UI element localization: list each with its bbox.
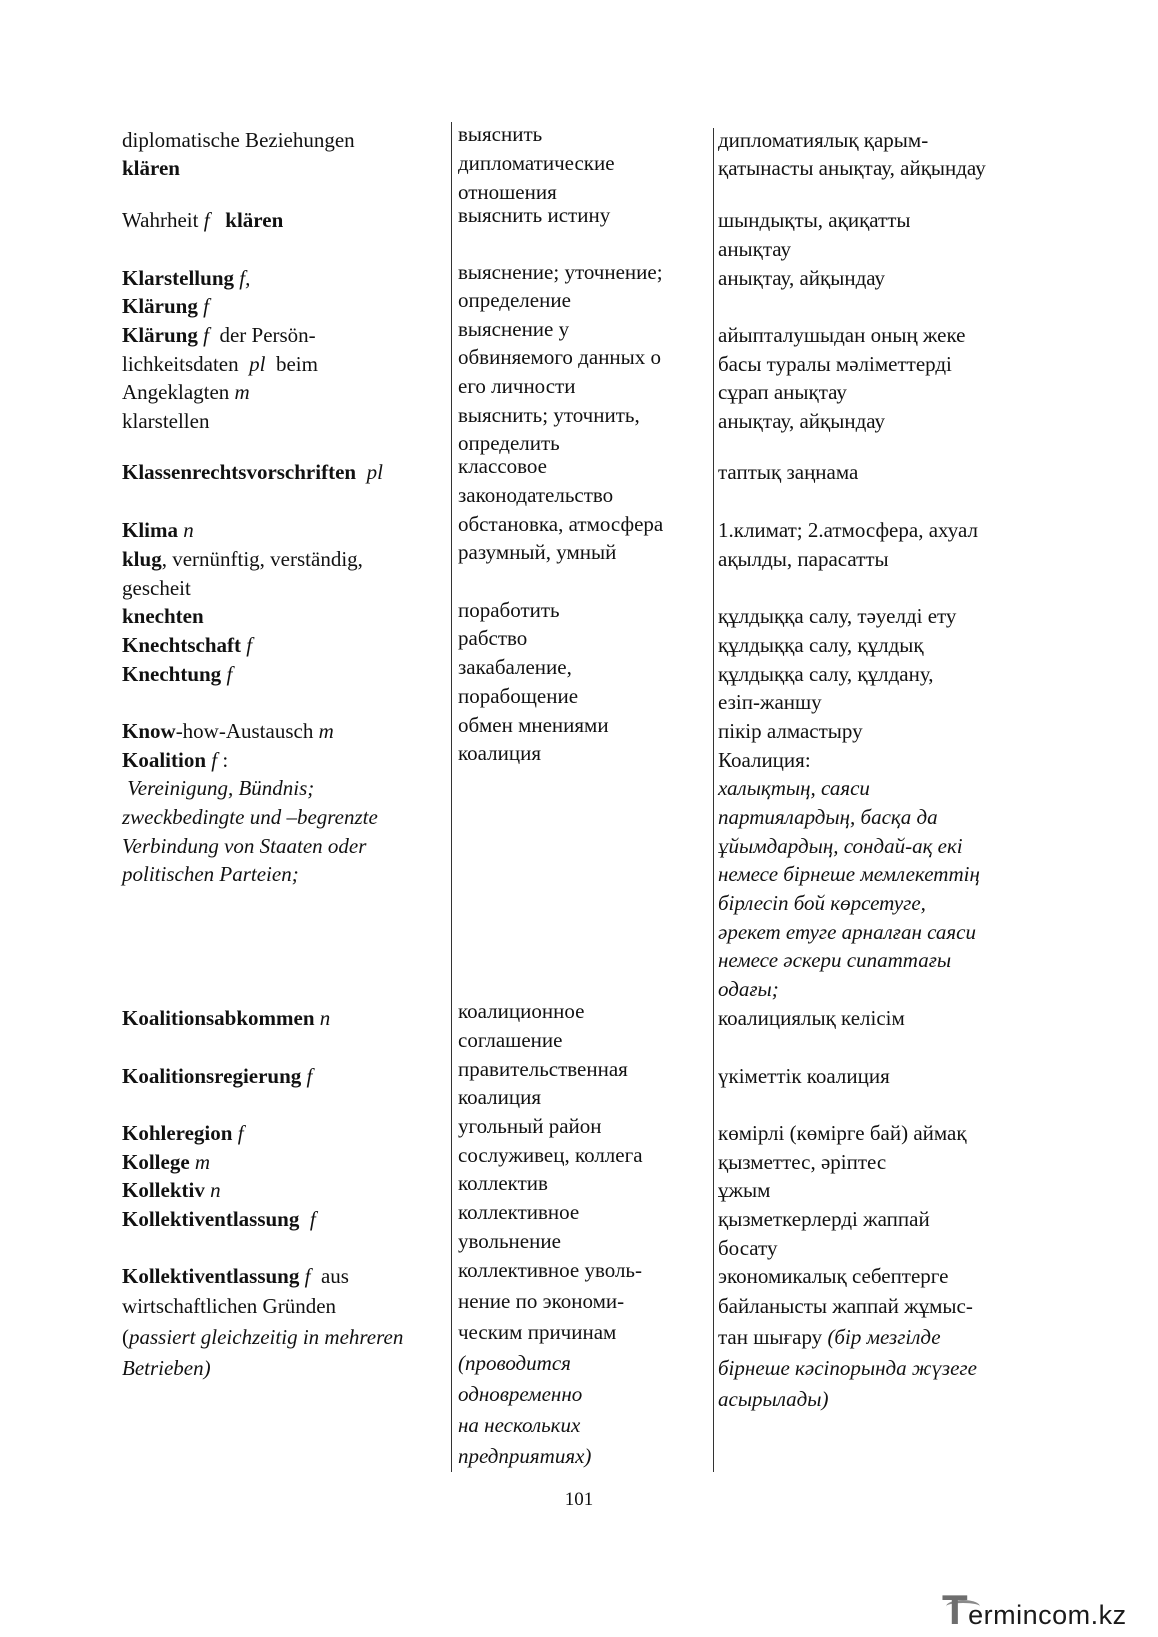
text-segment: выяснить истину (458, 203, 611, 227)
text-segment: құлдыққа салу, құлдану, (718, 662, 934, 686)
text-segment: коалиционное (458, 999, 585, 1023)
russian-line (458, 1413, 580, 1437)
kazakh-line (718, 1150, 886, 1174)
text-segment: wirtschaftlichen Gründen (122, 1294, 337, 1318)
russian-line (458, 540, 616, 564)
text-segment: m (318, 719, 334, 743)
kazakh-line (718, 1356, 977, 1380)
russian-line (458, 122, 542, 146)
russian-line (458, 345, 661, 369)
text-segment: дипломатические (458, 151, 615, 175)
german-line (122, 294, 209, 318)
text-segment: коллектив (458, 1171, 548, 1195)
text-segment: көмірлі (көмірге бай) аймақ (718, 1121, 967, 1145)
kazakh-line (718, 633, 924, 657)
kazakh-line (718, 460, 858, 484)
text-segment: одағы; (718, 977, 779, 1001)
text-segment: басы туралы мәліметтерді (718, 352, 952, 376)
text-segment: m (189, 1150, 211, 1174)
termincom-logo[interactable]: Termincom.kz (942, 1586, 1127, 1633)
kazakh-line (718, 323, 966, 347)
text-segment: Klassenrechtsvorschriften (122, 460, 357, 484)
text-segment: (бір мезгілде (827, 1325, 941, 1349)
text-segment: ақылды, парасатты (718, 547, 889, 571)
kazakh-line (718, 1178, 770, 1202)
kazakh-line (718, 1236, 777, 1260)
text-segment: партиялардың, басқа да (718, 805, 938, 829)
russian-line (458, 1258, 642, 1282)
text-segment: нение по экономи- (458, 1289, 625, 1313)
text-segment: анықтау (718, 237, 792, 261)
text-segment: коалициялық келісім (718, 1006, 905, 1030)
text-segment: үкіметтік коалиция (718, 1064, 890, 1088)
german-line (122, 834, 366, 858)
kazakh-line (718, 748, 811, 772)
text-segment: aus (310, 1264, 349, 1288)
text-segment: сұрап анықтау (718, 380, 847, 404)
text-segment: Vereinigung, Bündnis; (122, 776, 315, 800)
text-segment: құлдыққа салу, құлдық (718, 633, 924, 657)
russian-line (458, 741, 541, 765)
text-segment: определение (458, 288, 571, 312)
text-segment: f (232, 1121, 244, 1145)
text-segment (210, 208, 226, 232)
text-segment: бірнеше кәсіпорында жүзеге (718, 1356, 977, 1380)
russian-line (458, 1143, 643, 1167)
german-line (122, 1150, 210, 1174)
text-segment: Kollege (122, 1150, 190, 1174)
text-segment: f (301, 1064, 313, 1088)
german-line (122, 776, 314, 800)
text-segment: его личности (458, 374, 576, 398)
text-segment: халықтың, саяси (718, 776, 870, 800)
kazakh-line (718, 1006, 905, 1030)
text-segment: klug (122, 547, 162, 571)
text-segment: ұйымдардың, сондай-ақ екі (718, 834, 963, 858)
kazakh-line (718, 266, 885, 290)
text-segment: Kollektiventlassung (122, 1264, 300, 1288)
text-segment: ческим причинам (458, 1320, 617, 1344)
german-line (122, 128, 355, 152)
text-segment: Verbindung von Staaten oder (122, 834, 367, 858)
text-segment: порабощение (458, 684, 579, 708)
german-line (122, 409, 209, 433)
kazakh-line (718, 604, 956, 628)
text-segment: обстановка, атмосфера (458, 512, 664, 536)
german-line (122, 266, 250, 290)
kazakh-line (718, 862, 980, 886)
russian-line (458, 1382, 582, 1406)
text-segment: der Persön- (208, 323, 316, 347)
text-segment: , vernünftig, verständig, (161, 547, 363, 571)
column-divider-right (713, 128, 714, 1472)
kazakh-line (718, 948, 951, 972)
text-segment: Klärung (122, 323, 198, 347)
text-segment: пікір алмастыру (718, 719, 863, 743)
text-segment: klären (225, 208, 284, 232)
kazakh-line (718, 1064, 890, 1088)
text-segment: Know (122, 719, 176, 743)
russian-line (458, 1351, 571, 1375)
kazakh-line (718, 380, 847, 404)
kazakh-line (718, 518, 978, 542)
text-segment: классовое (458, 454, 547, 478)
text-segment: klären (122, 156, 180, 180)
russian-line (458, 180, 557, 204)
text-segment: lichkeitsdaten (122, 352, 250, 376)
text-segment: обвиняемого данных о (458, 345, 662, 369)
german-line (122, 604, 204, 628)
text-segment: байланысты жаппай жұмыс- (718, 1294, 973, 1318)
text-segment: : (217, 748, 229, 772)
russian-line (458, 260, 663, 284)
russian-line (458, 403, 640, 427)
text-segment: f (299, 1264, 311, 1288)
kazakh-line (718, 977, 779, 1001)
kazakh-line (718, 920, 976, 944)
text-segment: f (206, 748, 218, 772)
russian-line (458, 288, 571, 312)
german-line (122, 208, 283, 232)
kazakh-line (718, 690, 822, 714)
text-segment: одновременно (458, 1382, 583, 1406)
german-line (122, 1294, 336, 1318)
text-segment: f (221, 662, 233, 686)
russian-line (458, 1200, 579, 1224)
russian-line (458, 151, 615, 175)
text-segment: Klarstellung (122, 266, 235, 290)
kazakh-line (718, 409, 885, 433)
text-segment: қызметтес, әріптес (718, 1150, 887, 1174)
kazakh-line (718, 1207, 930, 1231)
text-segment: diplomatische Beziehungen (122, 128, 355, 152)
text-segment: -how-Austausch (175, 719, 319, 743)
german-line (122, 719, 334, 743)
kazakh-line (718, 1121, 967, 1145)
german-line (122, 380, 250, 404)
text-segment: экономикалық себептерге (718, 1264, 949, 1288)
german-line (122, 460, 383, 484)
german-line (122, 576, 191, 600)
text-segment: Koalitionsregierung (122, 1064, 302, 1088)
text-segment: таптық заңнама (718, 460, 859, 484)
german-line (122, 323, 316, 347)
text-segment: законодательство (458, 483, 614, 507)
russian-line (458, 1028, 562, 1052)
russian-line (458, 1114, 602, 1138)
text-segment: Kollektiv (122, 1178, 205, 1202)
text-segment: угольный район (458, 1114, 602, 1138)
text-segment: коалиция (458, 1085, 541, 1109)
russian-line (458, 1289, 624, 1313)
text-segment: n (204, 1178, 221, 1202)
text-segment: выяснить (458, 122, 543, 146)
text-segment: выяснение у (458, 317, 570, 341)
text-segment: предприятиях) (458, 1444, 592, 1468)
text-segment: анықтау, айқындау (718, 266, 886, 290)
text-segment: дипломатиялық қарым- (718, 128, 929, 152)
text-segment: Wahrheit (122, 208, 204, 232)
russian-line (458, 1057, 628, 1081)
russian-line (458, 512, 663, 536)
text-segment: увольнение (458, 1229, 561, 1253)
text-segment: босату (718, 1236, 778, 1260)
kazakh-line (718, 1294, 973, 1318)
text-segment: (проводится (458, 1351, 571, 1375)
text-segment: определить (458, 431, 560, 455)
text-segment: отношения (458, 180, 557, 204)
kazakh-line (718, 1325, 941, 1349)
german-line (122, 1207, 316, 1231)
text-segment: шындықты, ақиқатты (718, 208, 911, 232)
column-divider-left (451, 122, 452, 1472)
russian-line (458, 1085, 541, 1109)
text-segment: f (197, 294, 209, 318)
text-segment: klarstellen (122, 409, 210, 433)
kazakh-line (718, 547, 889, 571)
text-segment: passiert gleichzeitig in mehreren (129, 1325, 404, 1349)
german-line (122, 662, 232, 686)
text-segment: Kollektiventlassung (122, 1207, 300, 1231)
kazakh-line (718, 1387, 829, 1411)
text-segment: разумный, умный (458, 540, 617, 564)
text-segment: gescheit (122, 576, 191, 600)
german-line (122, 748, 228, 772)
text-segment: ұжым (718, 1178, 771, 1202)
text-segment: Kohleregion (122, 1121, 233, 1145)
text-segment: поработить (458, 598, 560, 622)
text-segment: қызметкерлерді жаппай (718, 1207, 930, 1231)
text-segment: бірлесіп бой көрсетуге, (718, 891, 926, 915)
german-line (122, 805, 378, 829)
text-segment: f (203, 208, 210, 232)
kazakh-line (718, 776, 870, 800)
german-line (122, 1121, 244, 1145)
russian-line (458, 374, 575, 398)
text-segment: соглашение (458, 1028, 563, 1052)
text-segment: коллективное уволь- (458, 1258, 643, 1282)
text-segment: Klima (122, 518, 178, 542)
russian-line (458, 684, 578, 708)
russian-line (458, 1320, 616, 1344)
german-line (122, 518, 194, 542)
russian-line (458, 483, 613, 507)
russian-line (458, 1229, 561, 1253)
text-segment: f (241, 633, 253, 657)
russian-line (458, 1171, 548, 1195)
text-segment: сослуживец, коллега (458, 1143, 643, 1167)
kazakh-line (718, 1264, 948, 1288)
text-segment: pl (249, 352, 266, 376)
text-segment: әрекет етуге арналған саяси (718, 920, 976, 944)
russian-line (458, 626, 527, 650)
german-line (122, 1006, 330, 1030)
text-segment: коалиция (458, 741, 541, 765)
text-segment: knechten (122, 604, 204, 628)
text-segment: Knechtschaft (122, 633, 241, 657)
german-line (122, 352, 318, 376)
text-segment: тан шығару (718, 1325, 828, 1349)
text-segment: Angeklagten (122, 380, 235, 404)
kazakh-line (718, 719, 863, 743)
german-line (122, 1264, 349, 1288)
german-line (122, 547, 363, 571)
text-segment: Koalition (122, 748, 207, 772)
text-segment: n (314, 1006, 331, 1030)
text-segment: закабаление, (458, 655, 572, 679)
kazakh-line (718, 237, 791, 261)
text-segment: немесе бірнеше мемлекеттің (718, 862, 980, 886)
text-segment: f (197, 323, 209, 347)
kazakh-line (718, 834, 963, 858)
text-segment: ( (122, 1325, 129, 1349)
german-line (122, 1064, 312, 1088)
text-segment: құлдыққа салу, тәуелді ету (718, 604, 957, 628)
russian-line (458, 655, 572, 679)
text-segment: на нескольких (458, 1413, 581, 1437)
text-segment: Koalitionsabkommen (122, 1006, 315, 1030)
text-segment: асырылады) (718, 1387, 829, 1411)
text-segment: правительственная (458, 1057, 628, 1081)
text-segment: рабство (458, 626, 528, 650)
text-segment: m (234, 380, 250, 404)
russian-line (458, 713, 609, 737)
kazakh-line (718, 662, 934, 686)
text-segment: выяснение; уточнение; (458, 260, 663, 284)
text-segment: немесе әскери сипаттағы (718, 948, 952, 972)
russian-line (458, 598, 560, 622)
russian-line (458, 454, 547, 478)
russian-line (458, 317, 569, 341)
kazakh-line (718, 156, 986, 180)
text-segment: pl (356, 460, 383, 484)
text-segment: f, (234, 266, 251, 290)
russian-line (458, 431, 560, 455)
kazakh-line (718, 208, 911, 232)
text-segment: zweckbedingte und –begrenzte (122, 805, 378, 829)
text-segment: politischen Parteien; (122, 862, 299, 886)
text-segment: езіп-жаншу (718, 690, 822, 714)
text-segment: 1.климат; 2.атмосфера, ахуал (718, 518, 978, 542)
page-number: 101 (564, 1489, 594, 1510)
text-segment: Betrieben) (122, 1356, 211, 1380)
text-segment: n (178, 518, 194, 542)
text-segment: Коалиция: (718, 748, 811, 772)
kazakh-line (718, 128, 928, 152)
kazakh-line (718, 352, 952, 376)
german-line (122, 1356, 211, 1380)
text-segment: коллективное (458, 1200, 580, 1224)
kazakh-line (718, 891, 926, 915)
german-line (122, 1178, 221, 1202)
text-segment: обмен мнениями (458, 713, 609, 737)
german-line (122, 633, 252, 657)
russian-line (458, 1444, 591, 1468)
kazakh-line (718, 805, 938, 829)
german-line (122, 1325, 403, 1349)
german-line (122, 862, 299, 886)
text-segment: Knechtung (122, 662, 222, 686)
text-segment: beim (265, 352, 318, 376)
text-segment: Klärung (122, 294, 198, 318)
text-segment: выяснить; уточнить, (458, 403, 640, 427)
german-line (122, 156, 180, 180)
text-segment: анықтау, айқындау (718, 409, 886, 433)
russian-line (458, 999, 584, 1023)
text-segment: айыпталушыдан оның жеке (718, 323, 966, 347)
russian-line (458, 203, 610, 227)
text-segment: қатынасты анықтау, айқындау (718, 156, 986, 180)
text-segment: f (299, 1207, 316, 1231)
